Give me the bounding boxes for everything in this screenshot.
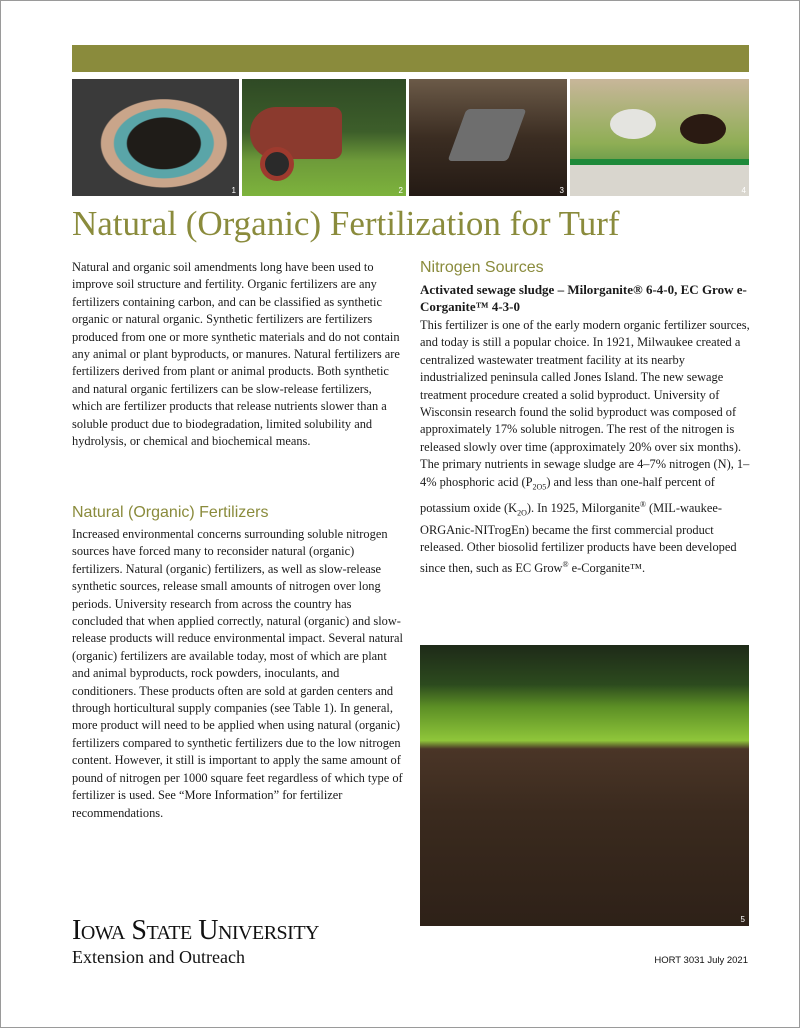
photo-hands-fertilizer	[570, 79, 749, 196]
text-run: ). In 1925, Milorganite	[526, 500, 640, 515]
text-run: e-Corganite™.	[568, 561, 646, 576]
section-heading-natural-fertilizers: Natural (Organic) Fertilizers	[72, 504, 269, 521]
shovel-icon	[448, 109, 527, 161]
photo-number: 2	[398, 186, 403, 195]
photo-shovel-compost	[409, 79, 567, 196]
text-run: ) and less than one-half percent of potassium oxide (K	[420, 474, 715, 515]
page-title: Natural (Organic) Fertilization for Turf	[72, 204, 620, 243]
photo-number: 5	[740, 915, 745, 924]
organic-fertilizer-icon	[680, 114, 726, 144]
publication-code: HORT 3031 July 2021	[654, 955, 748, 966]
text-run: This fertilizer is one of the early modern organic fertilizer sources, and today is still a popular choice. In 1921, Milwaukee created a centralized wastewater treatment facility at its nearby industrialized peninsula called Jones Island. The new sewage treatment procedure created a solid byproduct. University of Wisconsin research found the solid byproduct was composed of approximately 17% soluble nitrogen. The rest of the nitrogen is released slowly over time (approximately 20% over six months). The primary nutrients in sewage sludge are 4–7% nitrogen (N), 1–4% phosphoric acid (P	[420, 318, 750, 489]
registered-mark: ®	[562, 560, 569, 570]
granular-fertilizer-icon	[610, 109, 656, 139]
subscript-k2o: 2O	[517, 508, 527, 518]
photo-gloved-hands-soil	[72, 79, 239, 196]
photo-number: 3	[559, 186, 564, 195]
intro-paragraph: Natural and organic soil amendments long have been used to improve soil structure and fertility. Organic fertilizers are any fertilizers containing carbon, and can be classified as synthetic organic or natural organic. Synthetic fertilizers are fertilizers produced from one or more synthetic materials and do not contain any animal or plant byproducts, or manures. Natural fertilizers are fertilizers derived from plant or animal products. Both synthetic and natural organic fertilizers can be slow-release fertilizers, which are fertilizer products that release nutrients slower than a soluble product due to biodegradation, limited solubility and hydrolysis, or chemical and biochemical means.	[72, 260, 400, 449]
subscript-p2o5: 2O5	[532, 482, 547, 492]
wheel-icon	[260, 147, 294, 181]
fertilizer-tray-icon	[570, 159, 749, 196]
photo-grass-soil	[420, 645, 749, 926]
subheading-sewage-sludge: Activated sewage sludge – Milorganite® 6-4-0, EC Grow e-Corganite™ 4-3-0	[420, 282, 747, 314]
university-logo: Iowa State University	[72, 915, 319, 946]
photo-number: 1	[231, 186, 236, 195]
text-run: (MIL-waukee-ORGAnic-NITrogEn) became the first commercial product released. Other biosolid fertilizer products have been developed since then, such as EC Grow	[420, 500, 737, 576]
section-heading-nitrogen-sources: Nitrogen Sources	[420, 259, 544, 276]
photo-number: 4	[741, 186, 746, 195]
registered-mark: ®	[639, 499, 646, 509]
header-accent-bar	[72, 45, 749, 72]
extension-logo-subtitle: Extension and Outreach	[72, 947, 245, 967]
natural-fertilizers-paragraph: Increased environmental concerns surrounding soluble nitrogen sources have forced many to reconsider natural (organic) fertilizers. Natural (organic) fertilizers, as well as slow-release synthetic sources, release small amounts of nitrogen over long periods. University research from across the country has concluded that when applied correctly, natural (organic) and slow-release products will reduce environmental impact. Several natural (organic) fertilizers are available today, most of which are plant and animal byproducts, rock powders, inoculants, and conditioners. These products often are sold at garden centers and through horticultural supply companies (see Table 1). In general, more product will need to be applied when using natural (organic) fertilizers compared to synthetic fertilizers due to the low nitrogen content. However, it still is important to apply the same amount of pound of nitrogen per 1000 square feet regardless of which type of fertilizer is used. See “More Information” for fertilizer recommendations.	[72, 527, 403, 820]
nitrogen-sources-paragraph	[420, 317, 750, 578]
photo-manure-spreader	[242, 79, 406, 196]
